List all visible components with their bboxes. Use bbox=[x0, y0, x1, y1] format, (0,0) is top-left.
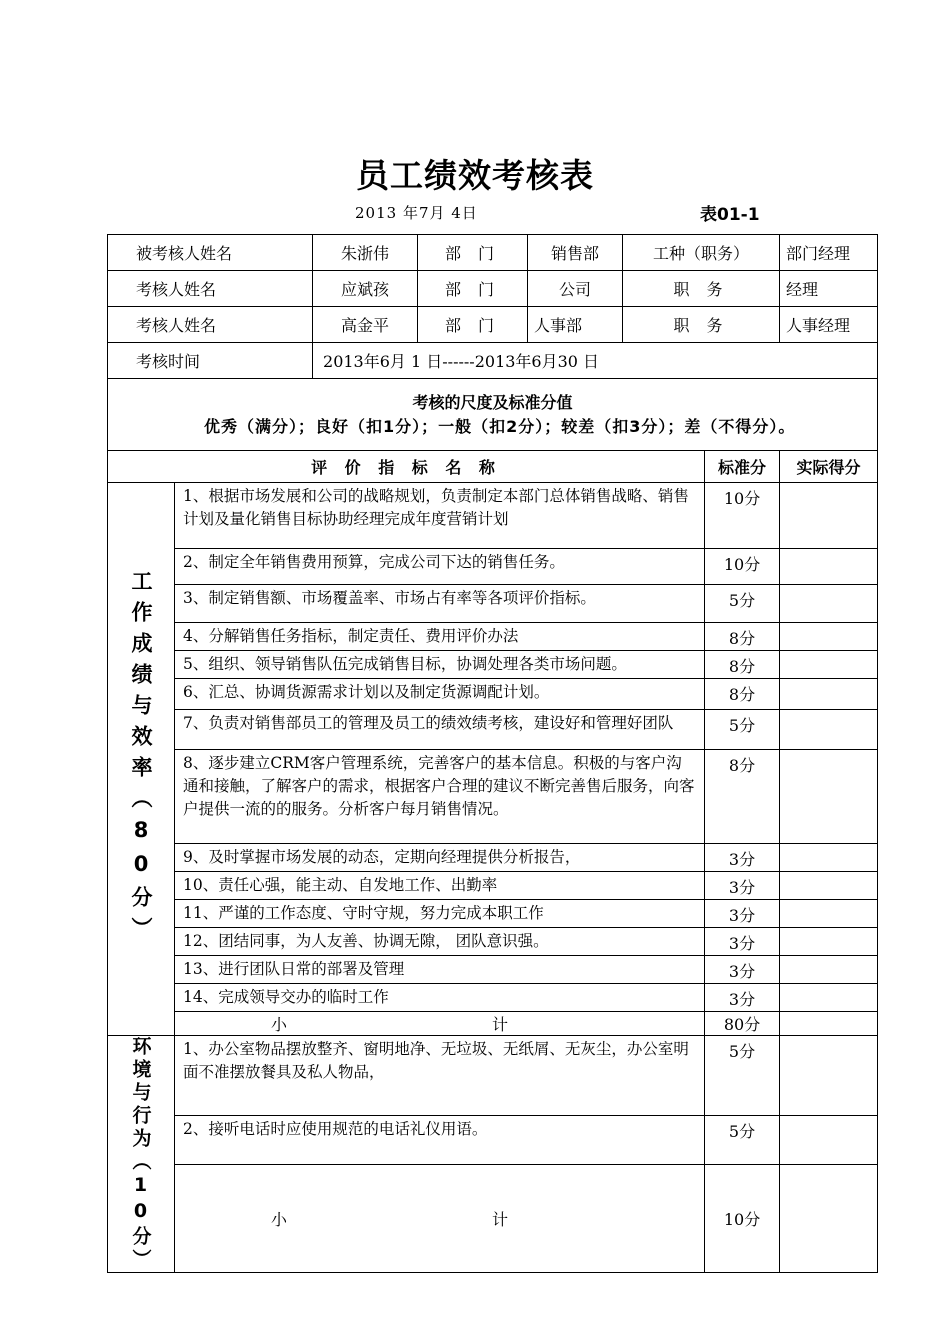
indicator-text: 13、进行团队日常的部署及管理 bbox=[175, 956, 705, 984]
subtotal-label: 小 计 bbox=[175, 1165, 705, 1273]
form-date: 2013 年7月 4日 bbox=[355, 204, 478, 222]
subtotal-actual-cell[interactable] bbox=[780, 1012, 878, 1036]
table-row bbox=[108, 679, 878, 710]
subtotal-score: 10分 bbox=[705, 1165, 780, 1273]
actual-score-cell[interactable] bbox=[780, 1115, 878, 1164]
indicator-text: 4、分解销售任务指标，制定责任、费用评价办法 bbox=[175, 623, 705, 651]
page-title: 员工绩效考核表 bbox=[356, 156, 594, 195]
section-label: 工作成绩与效率（80分） bbox=[108, 483, 175, 1036]
role-label-cell: 工种（职务） bbox=[623, 235, 780, 271]
actual-score-cell[interactable] bbox=[780, 984, 878, 1012]
standard-score: 5分 bbox=[705, 1115, 780, 1164]
standard-score: 5分 bbox=[705, 1036, 780, 1116]
actual-score-cell[interactable] bbox=[780, 710, 878, 750]
scale-row bbox=[108, 379, 878, 451]
indicator-text: 2、接听电话时应使用规范的电话礼仪用语。 bbox=[175, 1115, 705, 1164]
scale-text: 优秀（满分）；良好（扣1分）；一般（扣2分）；较差（扣3分）；差（不得分）。 bbox=[204, 416, 796, 436]
standard-score: 3分 bbox=[705, 928, 780, 956]
label-cell: 考核时间 bbox=[108, 343, 313, 379]
dept-label-cell: 部 门 bbox=[418, 271, 528, 307]
name-cell: 朱浙伟 bbox=[313, 235, 418, 271]
standard-score: 8分 bbox=[705, 750, 780, 844]
subtotal-actual-cell[interactable] bbox=[780, 1165, 878, 1273]
actual-score-header: 实际得分 bbox=[780, 451, 878, 483]
table-row bbox=[108, 651, 878, 679]
indicator-text: 11、严谨的工作态度、守时守规，努力完成本职工作 bbox=[175, 900, 705, 928]
name-cell: 高金平 bbox=[313, 307, 418, 343]
indicator-text: 12、团结同事，为人友善、协调无隙， 团队意识强。 bbox=[175, 928, 705, 956]
appraisal-table bbox=[107, 234, 878, 1273]
name-cell: 应斌孩 bbox=[313, 271, 418, 307]
indicator-text: 9、及时掌握市场发展的动态，定期向经理提供分析报告， bbox=[175, 844, 705, 872]
indicator-text: 8、逐步建立CRM客户管理系统，完善客户的基本信息。积极的与客户沟通和接触，了解客户的需求，根据客户合理的建议不断完善售后服务，向客户提供一流的的服务。分析客户每月销售情况。 bbox=[175, 750, 705, 844]
table-row bbox=[108, 750, 878, 844]
scale-cell bbox=[108, 379, 878, 451]
actual-score-cell[interactable] bbox=[780, 928, 878, 956]
role-label-cell: 职 务 bbox=[623, 271, 780, 307]
standard-score: 3分 bbox=[705, 900, 780, 928]
dept-label-cell: 部 门 bbox=[418, 307, 528, 343]
label-cell: 考核人姓名 bbox=[108, 307, 313, 343]
actual-score-cell[interactable] bbox=[780, 844, 878, 872]
info-row-appraisee bbox=[108, 235, 878, 271]
standard-score: 3分 bbox=[705, 844, 780, 872]
table-row bbox=[108, 1115, 878, 1164]
info-row-period bbox=[108, 343, 878, 379]
actual-score-cell[interactable] bbox=[780, 679, 878, 710]
indicator-text: 6、汇总、协调货源需求计划以及制定货源调配计划。 bbox=[175, 679, 705, 710]
info-row-appraiser-1 bbox=[108, 271, 878, 307]
indicator-text: 2、制定全年销售费用预算，完成公司下达的销售任务。 bbox=[175, 549, 705, 585]
table-row bbox=[108, 928, 878, 956]
indicator-text: 7、负责对销售部员工的管理及员工的绩效绩考核，建设好和管理好团队 bbox=[175, 710, 705, 750]
subtotal-score: 80分 bbox=[705, 1012, 780, 1036]
subtotal-label: 小 计 bbox=[175, 1012, 705, 1036]
dept-cell: 公司 bbox=[528, 271, 623, 307]
actual-score-cell[interactable] bbox=[780, 549, 878, 585]
standard-score: 8分 bbox=[705, 651, 780, 679]
table-row bbox=[108, 549, 878, 585]
actual-score-cell[interactable] bbox=[780, 956, 878, 984]
subtotal-row bbox=[108, 1165, 878, 1273]
actual-score-cell[interactable] bbox=[780, 483, 878, 549]
info-row-appraiser-2 bbox=[108, 307, 878, 343]
standard-score-header: 标准分 bbox=[705, 451, 780, 483]
table-row bbox=[108, 1036, 878, 1116]
form-number: 表01-1 bbox=[700, 205, 760, 225]
role-label-cell: 职 务 bbox=[623, 307, 780, 343]
dept-label-cell: 部 门 bbox=[418, 235, 528, 271]
indicator-text: 3、制定销售额、市场覆盖率、市场占有率等各项评价指标。 bbox=[175, 585, 705, 623]
column-header-row bbox=[108, 451, 878, 483]
standard-score: 10分 bbox=[705, 549, 780, 585]
section-label: 环境与行为（10分） bbox=[108, 1036, 175, 1273]
actual-score-cell[interactable] bbox=[780, 651, 878, 679]
actual-score-cell[interactable] bbox=[780, 1036, 878, 1116]
scale-heading: 考核的尺度及标准分值 bbox=[412, 392, 573, 412]
standard-score: 5分 bbox=[705, 710, 780, 750]
indicator-header: 评 价 指 标 名 称 bbox=[108, 451, 705, 483]
section-work-performance bbox=[108, 483, 878, 1036]
table-row bbox=[108, 872, 878, 900]
table-row bbox=[108, 956, 878, 984]
role-cell: 经理 bbox=[780, 271, 878, 307]
indicator-text: 1、根据市场发展和公司的战略规划，负责制定本部门总体销售战略、销售计划及量化销售目标协助经理完成年度营销计划 bbox=[175, 483, 705, 549]
standard-score: 8分 bbox=[705, 623, 780, 651]
label-cell: 考核人姓名 bbox=[108, 271, 313, 307]
standard-score: 3分 bbox=[705, 956, 780, 984]
table-row bbox=[108, 623, 878, 651]
actual-score-cell[interactable] bbox=[780, 750, 878, 844]
role-cell: 部门经理 bbox=[780, 235, 878, 271]
standard-score: 3分 bbox=[705, 872, 780, 900]
standard-score: 8分 bbox=[705, 679, 780, 710]
table-row bbox=[108, 984, 878, 1012]
standard-score: 5分 bbox=[705, 585, 780, 623]
table-row bbox=[108, 844, 878, 872]
standard-score: 3分 bbox=[705, 984, 780, 1012]
indicator-text: 14、完成领导交办的临时工作 bbox=[175, 984, 705, 1012]
period-cell: 2013年6月 1 日------2013年6月30 日 bbox=[313, 343, 878, 379]
indicator-text: 1、办公室物品摆放整齐、窗明地净、无垃圾、无纸屑、无灰尘，办公室明面不准摆放餐具及私人物品， bbox=[175, 1036, 705, 1116]
table-row bbox=[108, 710, 878, 750]
table-row bbox=[108, 483, 878, 549]
table-row bbox=[108, 900, 878, 928]
role-cell: 人事经理 bbox=[780, 307, 878, 343]
dept-cell: 销售部 bbox=[528, 235, 623, 271]
actual-score-cell[interactable] bbox=[780, 872, 878, 900]
dept-cell: 人事部 bbox=[528, 307, 623, 343]
label-cell: 被考核人姓名 bbox=[108, 235, 313, 271]
standard-score: 10分 bbox=[705, 483, 780, 549]
actual-score-cell[interactable] bbox=[780, 623, 878, 651]
table-row bbox=[108, 585, 878, 623]
actual-score-cell[interactable] bbox=[780, 900, 878, 928]
subtotal-row bbox=[108, 1012, 878, 1036]
section-environment-behavior bbox=[108, 1036, 878, 1273]
actual-score-cell[interactable] bbox=[780, 585, 878, 623]
indicator-text: 10、责任心强，能主动、自发地工作、出勤率 bbox=[175, 872, 705, 900]
indicator-text: 5、组织、领导销售队伍完成销售目标，协调处理各类市场问题。 bbox=[175, 651, 705, 679]
